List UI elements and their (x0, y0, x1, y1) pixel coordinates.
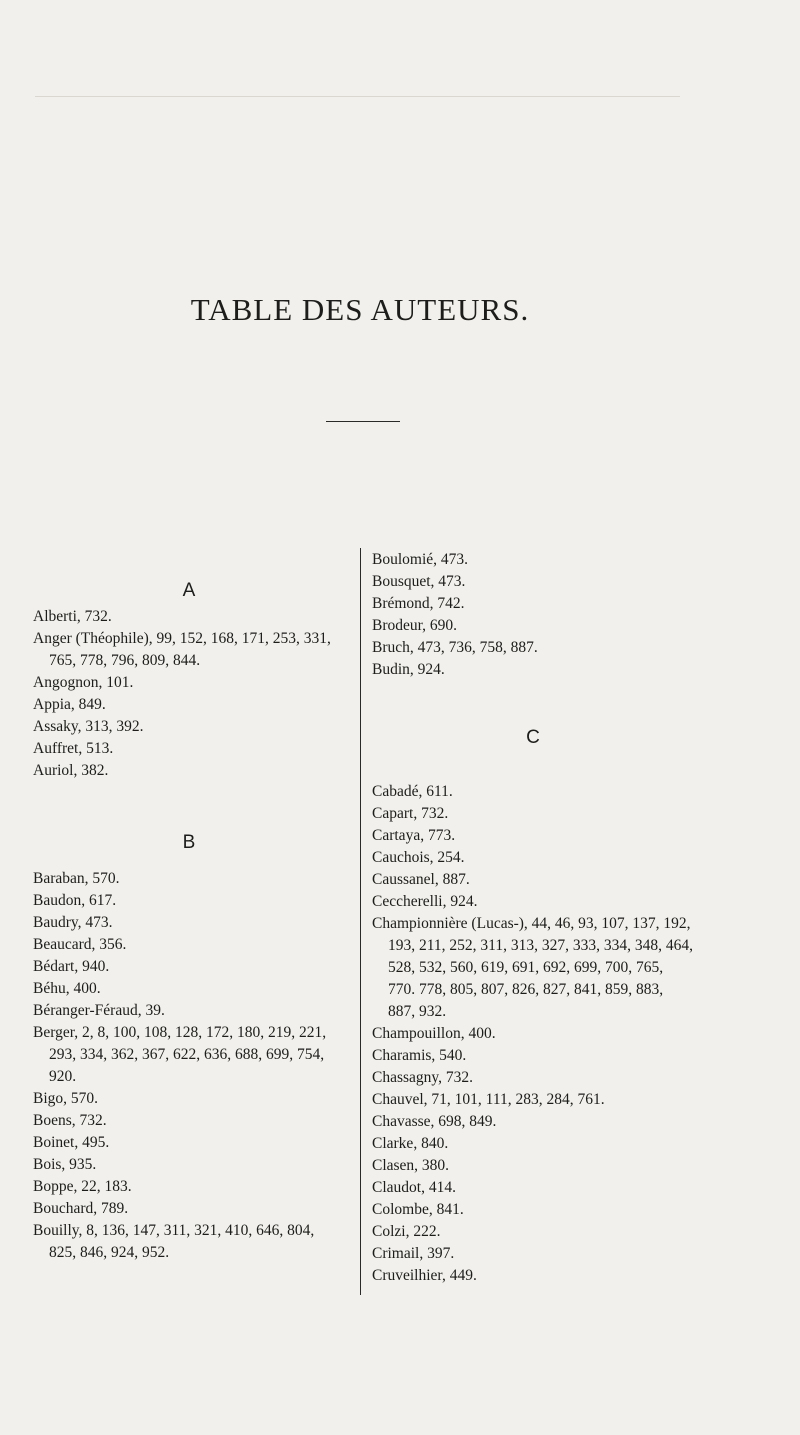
index-entry: Boens, 732. (33, 1112, 107, 1129)
index-entry: Bédart, 940. (33, 958, 110, 975)
index-entry: Clarke, 840. (372, 1135, 449, 1152)
index-entry: Brodeur, 690. (372, 617, 458, 634)
index-entry: Claudot, 414. (372, 1179, 456, 1196)
index-entry: Beaucard, 356. (33, 936, 127, 953)
index-entry: Capart, 732. (372, 805, 449, 822)
index-entry: Anger (Théophile), 99, 152, 168, 171, 253, 331, 765, 778, 796, 809, 844. (33, 630, 331, 669)
index-entry: Béranger-Féraud, 39. (33, 1002, 165, 1019)
index-entry: Clasen, 380. (372, 1157, 450, 1174)
section-c-entries (372, 781, 694, 1287)
index-entry: Brémond, 742. (372, 595, 465, 612)
index-entry: Ceccherelli, 924. (372, 893, 478, 910)
index-entry: Champouillon, 400. (372, 1025, 496, 1042)
index-entry: Assaky, 313, 392. (33, 718, 144, 735)
index-entry: Bouilly, 8, 136, 147, 311, 321, 410, 646, 804, 825, 846, 924, 952. (33, 1222, 315, 1261)
column-divider (360, 548, 361, 1295)
index-entry: Appia, 849. (33, 696, 106, 713)
index-entry: Caussanel, 887. (372, 871, 470, 888)
index-entry: Bigo, 570. (33, 1090, 99, 1107)
title-rule (326, 421, 400, 422)
index-entry: Boulomié, 473. (372, 551, 469, 568)
right-column (372, 549, 694, 1287)
page-title: TABLE DES AUTEURS. (190, 292, 530, 327)
section-letter-a: A (182, 580, 196, 601)
section-b-entries (33, 868, 345, 1264)
section-letter-c: C (526, 727, 540, 748)
index-entry: Charamis, 540. (372, 1047, 467, 1064)
index-entry: Colombe, 841. (372, 1201, 464, 1218)
section-b-continued-entries (372, 549, 694, 681)
index-entry: Angognon, 101. (33, 674, 134, 691)
index-entry: Boppe, 22, 183. (33, 1178, 132, 1195)
index-entry: Berger, 2, 8, 100, 108, 128, 172, 180, 219, 221, 293, 334, 362, 367, 622, 636, 688, 699, 754, 920. (33, 1024, 327, 1085)
index-entry: Baraban, 570. (33, 870, 120, 887)
index-entry: Cartaya, 773. (372, 827, 456, 844)
index-entry: Baudry, 473. (33, 914, 113, 931)
index-entry: Cauchois, 254. (372, 849, 465, 866)
index-entry: Chauvel, 71, 101, 111, 283, 284, 761. (372, 1091, 605, 1108)
index-entry: Championnière (Lucas-), 44, 46, 93, 107, 137, 192, 193, 211, 252, 311, 313, 327, 333, 334, 348, 464, 528, 532, 560, 619, 691, 692, 699, 700, 765, 770. 778, 805, 807, 826, 827, 841, 859, 883, 887, 932. (372, 915, 693, 1020)
running-head-rule (35, 96, 680, 97)
index-entry: Cruveilhier, 449. (372, 1267, 477, 1284)
left-column (33, 530, 345, 1264)
index-entry: Bruch, 473, 736, 758, 887. (372, 639, 538, 656)
index-entry: Colzi, 222. (372, 1223, 441, 1240)
index-entry: Auffret, 513. (33, 740, 114, 757)
index-entry: Bousquet, 473. (372, 573, 466, 590)
index-entry: Budin, 924. (372, 661, 445, 678)
index-entry: Boinet, 495. (33, 1134, 110, 1151)
index-entry: Cabadé, 611. (372, 783, 453, 800)
index-entry: Alberti, 732. (33, 608, 112, 625)
index-entry: Bouchard, 789. (33, 1200, 129, 1217)
section-letter-b: B (182, 832, 196, 853)
index-entry: Baudon, 617. (33, 892, 117, 909)
index-entry: Béhu, 400. (33, 980, 101, 997)
index-entry: Chavasse, 698, 849. (372, 1113, 497, 1130)
section-a-entries (33, 606, 345, 782)
index-entry: Chassagny, 732. (372, 1069, 474, 1086)
index-entry: Crimail, 397. (372, 1245, 455, 1262)
index-entry: Bois, 935. (33, 1156, 97, 1173)
index-entry: Auriol, 382. (33, 762, 109, 779)
